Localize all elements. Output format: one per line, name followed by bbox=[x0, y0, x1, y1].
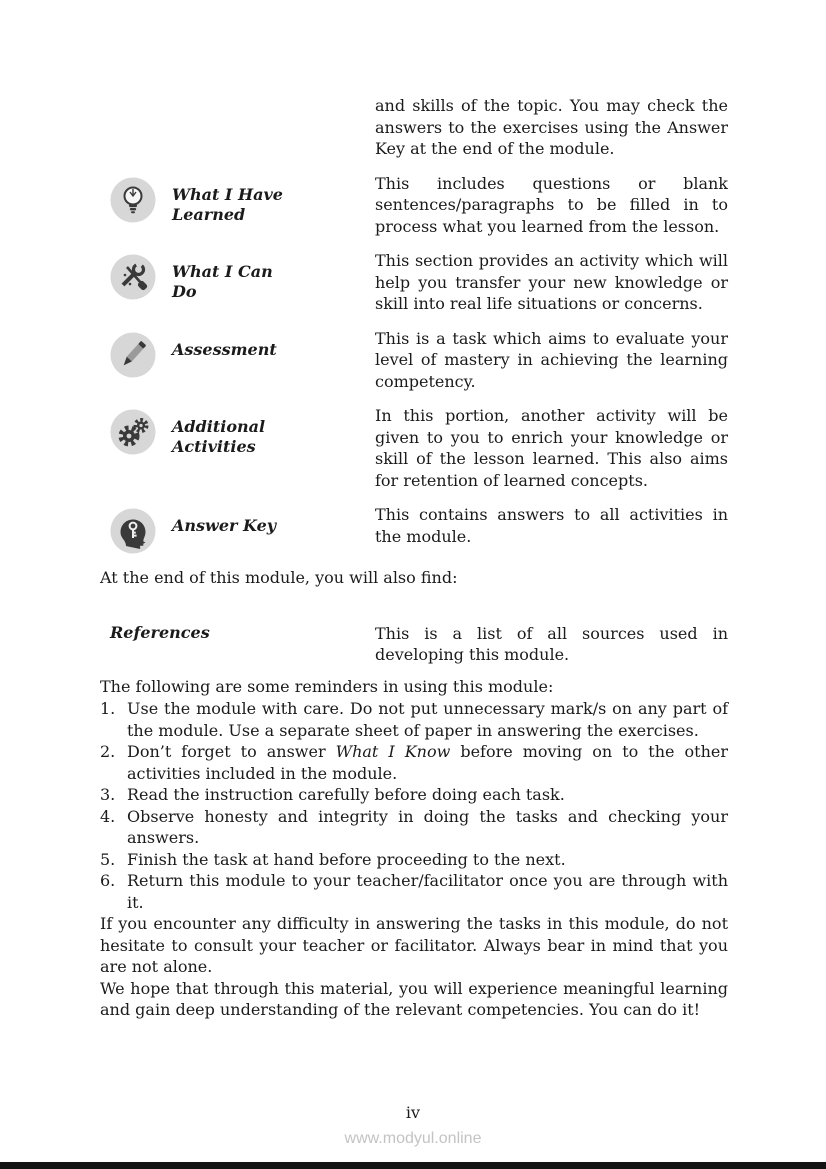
section-label: Assessment bbox=[172, 339, 277, 359]
list-number: 1. bbox=[100, 699, 116, 718]
section-left bbox=[100, 405, 375, 457]
list-item bbox=[100, 806, 728, 849]
list-item-text-italic: What I Know bbox=[335, 742, 451, 761]
section-description: This is a task which aims to evaluate your level of mastery in achieving the learning competency. bbox=[375, 328, 728, 391]
continuation-row bbox=[100, 95, 728, 160]
list-item-text: Observe honesty and integrity in doing the tasks and checking your answers. bbox=[127, 806, 728, 847]
references-left bbox=[100, 623, 375, 642]
references-label: References bbox=[110, 622, 210, 642]
gears-icon bbox=[110, 409, 156, 455]
list-item-text: Finish the task at hand before proceeding to the next. bbox=[127, 849, 566, 869]
list-item-text: Read the instruction carefully before doing each task. bbox=[127, 785, 565, 804]
bottom-bar bbox=[0, 1162, 826, 1169]
list-item bbox=[100, 698, 728, 741]
watermark-url: www.modyul.online bbox=[344, 1130, 482, 1147]
references-description: This is a list of all sources used in developing this module. bbox=[375, 623, 728, 664]
tools-icon bbox=[110, 254, 156, 300]
section-row-assessment bbox=[100, 328, 728, 393]
page-number: iv bbox=[405, 1103, 421, 1122]
section-row-what-i-have-learned bbox=[100, 173, 728, 238]
intro-continuation-paragraph: and skills of the topic. You may check the answers to the exercises using the Answer Key at the end of the module. bbox=[375, 96, 728, 158]
list-number: 3. bbox=[100, 785, 116, 804]
left-spacer bbox=[100, 95, 375, 99]
section-description: This contains answers to all activities in the module. bbox=[375, 505, 728, 546]
closing-paragraph: We hope that through this material, you will experience meaningful learning and gain deep understanding of the relevant competencies. You can do it! bbox=[100, 978, 728, 1019]
list-item-text bbox=[127, 741, 728, 784]
section-description: In this portion, another activity will be given to you to enrich your knowledge or skill of the lesson learned. This also aims for retention of learned concepts. bbox=[375, 406, 728, 490]
section-row-additional-activities bbox=[100, 405, 728, 491]
list-item bbox=[100, 849, 728, 871]
reminders-intro: The following are some reminders in using this module: bbox=[100, 676, 554, 696]
section-label: What I Have Learned bbox=[172, 184, 283, 224]
pencil-icon bbox=[110, 332, 156, 378]
list-item-text: Use the module with care. Do not put unnecessary mark/s on any part of the module. Use a separate sheet of paper in answering the exercises. bbox=[127, 699, 728, 740]
section-left bbox=[100, 173, 375, 225]
list-number: 4. bbox=[100, 806, 116, 826]
section-left bbox=[100, 328, 375, 378]
list-number: 5. bbox=[100, 849, 116, 869]
also-find-text: At the end of this module, you will also find: bbox=[100, 568, 458, 587]
section-left bbox=[100, 250, 375, 302]
list-number: 2. bbox=[100, 742, 116, 761]
answer-key-icon bbox=[110, 508, 156, 554]
references-row bbox=[100, 623, 728, 666]
list-item bbox=[100, 870, 728, 913]
section-label: What I Can Do bbox=[172, 262, 273, 301]
section-row-answer-key bbox=[100, 504, 728, 554]
section-description: This includes questions or blank sentences/paragraphs to be filled in to process what you learned from the lesson. bbox=[375, 173, 728, 236]
lightbulb-icon bbox=[110, 177, 156, 223]
section-description: This section provides an activity which will help you transfer your new knowledge or skill into real life situations or concerns. bbox=[375, 251, 728, 313]
list-item bbox=[100, 784, 728, 806]
list-item-text-before: Don’t forget to answer bbox=[127, 742, 336, 761]
list-number: 6. bbox=[100, 871, 116, 890]
closing-paragraph: If you encounter any difficulty in answering the tasks in this module, do not hesitate to consult your teacher or facilitator. Always bear in mind that you are not alone. bbox=[100, 914, 728, 976]
reminders-list bbox=[100, 698, 728, 913]
section-row-what-i-can-do bbox=[100, 250, 728, 315]
list-item-text: Return this module to your teacher/facilitator once you are through with it. bbox=[127, 871, 728, 912]
page-footer bbox=[0, 1103, 826, 1169]
section-left bbox=[100, 504, 375, 554]
section-label: Answer Key bbox=[172, 516, 277, 535]
list-item bbox=[100, 741, 728, 784]
section-label: Additional Activities bbox=[172, 417, 266, 456]
list-item-text-after: before moving on to the other activities included in the module. bbox=[127, 742, 729, 783]
